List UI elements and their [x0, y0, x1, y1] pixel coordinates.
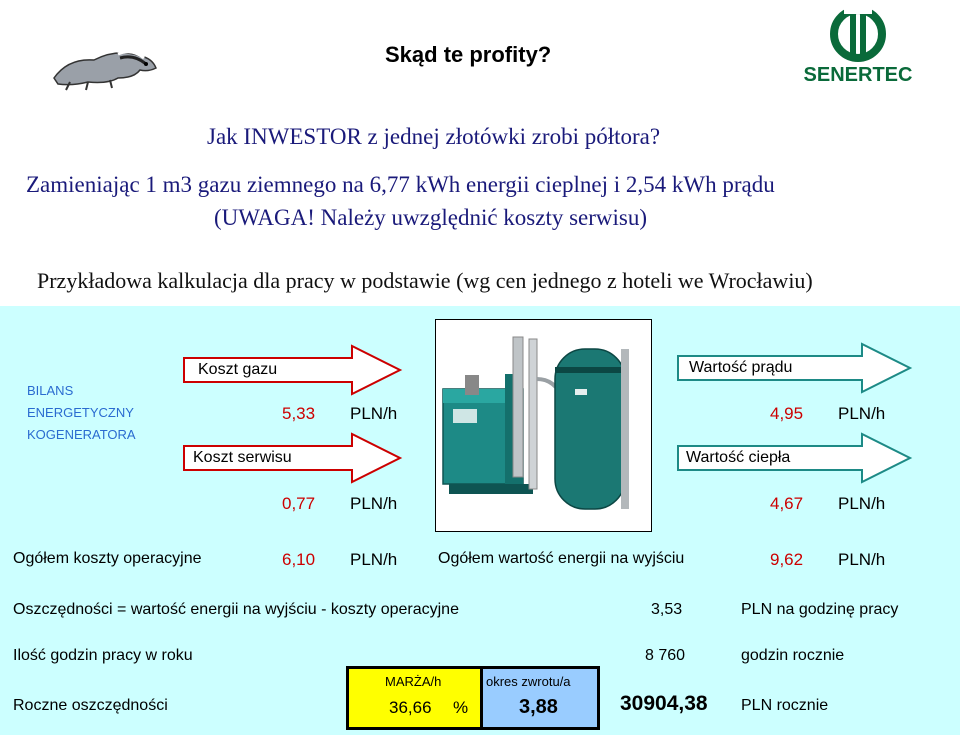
op-costs-unit: PLN/h: [350, 550, 398, 569]
savings-unit: PLN na godzinę pracy: [741, 601, 899, 618]
page-title: Skąd te profity?: [385, 42, 552, 67]
hours-unit: godzin rocznie: [741, 647, 845, 664]
heat-unit: PLN/h: [838, 494, 886, 513]
energy-out-unit: PLN/h: [838, 550, 886, 569]
margin-box: [346, 666, 483, 730]
badger-icon: [48, 38, 160, 97]
service-cost-unit: PLN/h: [350, 494, 398, 513]
energy-out-label: Ogółem wartość energii na wyjściu: [438, 550, 685, 567]
margin-unit: %: [453, 698, 469, 717]
service-cost-value: 0,77: [282, 494, 316, 513]
senertec-logo-icon: [800, 4, 916, 90]
annual-savings-unit: PLN rocznie: [741, 697, 829, 714]
electricity-unit: PLN/h: [838, 404, 886, 423]
payback-value: 3,88: [519, 696, 558, 718]
electricity-value: 4,95: [770, 404, 804, 423]
example-line: Przykładowa kalkulacja dla pracy w podstawie (wg cen jednego z hoteli we Wrocławiu): [37, 268, 813, 293]
margin-value: 36,66: [389, 698, 432, 717]
warning-line: (UWAGA! Należy uwzględnić koszty serwisu): [214, 205, 648, 230]
energy-out-value: 9,62: [770, 550, 804, 569]
explanation-line: Zamieniając 1 m3 gazu ziemnego na 6,77 kWh energii cieplnej i 2,54 kWh prądu: [26, 172, 775, 197]
gas-cost-label: Koszt gazu: [198, 361, 278, 378]
annual-savings-value: 30904,38: [620, 692, 708, 715]
op-costs-label: Ogółem koszty operacyjne: [13, 550, 202, 567]
payback-label: okres zwrotu/a: [486, 674, 571, 689]
hours-label: Ilość godzin pracy w roku: [13, 647, 193, 664]
hours-value: 8 760: [645, 647, 686, 664]
heat-value: 4,67: [770, 494, 804, 513]
balance-label: BILANS ENERGETYCZNY KOGENERATORA: [27, 383, 136, 442]
savings-value: 3,53: [651, 601, 683, 618]
electricity-value-label: Wartość prądu: [689, 359, 793, 376]
margin-label: MARŻA/h: [385, 674, 442, 689]
logo-text: SENERTEC: [803, 64, 913, 86]
gas-cost-value: 5,33: [282, 404, 316, 423]
cogeneration-unit-icon: [435, 319, 652, 537]
annual-savings-label: Roczne oszczędności: [13, 697, 168, 714]
heat-value-label: Wartość ciepła: [686, 449, 791, 466]
op-costs-value: 6,10: [282, 550, 316, 569]
gas-cost-unit: PLN/h: [350, 404, 398, 423]
service-cost-label: Koszt serwisu: [193, 449, 292, 466]
question-line: Jak INWESTOR z jednej złotówki zrobi półtora?: [207, 124, 661, 149]
savings-label: Oszczędności = wartość energii na wyjściu - koszty operacyjne: [13, 601, 459, 618]
payback-box: [480, 666, 600, 730]
